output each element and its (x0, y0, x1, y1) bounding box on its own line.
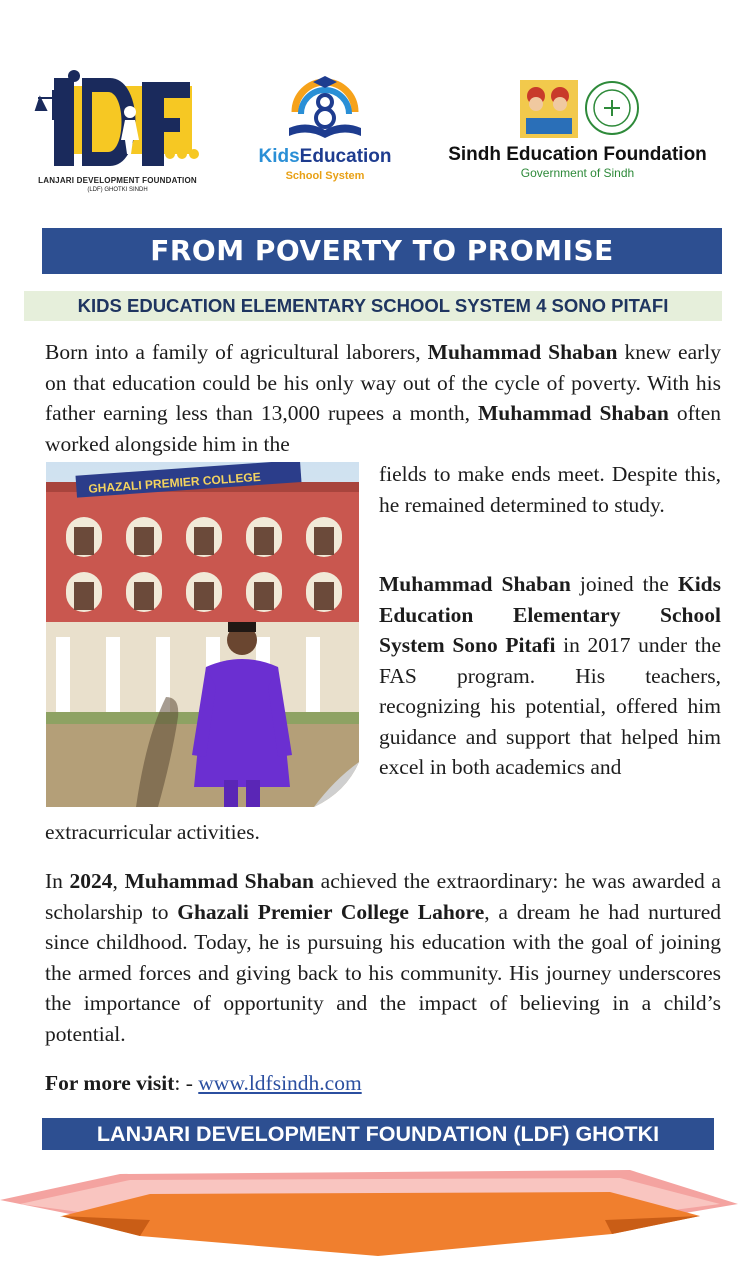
p1-name-2: Muhammad Shaban (477, 401, 669, 425)
ldf-emblem-icon (30, 68, 205, 176)
sef-logo-name: Sindh Education Foundation (448, 144, 707, 165)
p2-text-1: joined the (570, 572, 678, 596)
more-info-line (45, 1068, 362, 1098)
p3-text-1: In (45, 869, 70, 893)
paragraph-1 (45, 337, 721, 459)
p3-name: Muhammad Shaban (124, 869, 315, 893)
page-title: FROM POVERTY TO PROMISE (42, 228, 722, 274)
website-link[interactable]: www.ldfsindh.com (198, 1071, 362, 1095)
student-photo (46, 462, 359, 807)
page-subtitle: KIDS EDUCATION ELEMENTARY SCHOOL SYSTEM 4 SONO PITAFI (24, 291, 722, 321)
paragraph-2-continued: extracurricular activities. (45, 820, 260, 844)
ldf-logo-sub: (LDF) GHOTKI SINDH (87, 187, 148, 193)
p1-text-3: often worked alongside him in the (45, 401, 721, 456)
p1-text-2: knew early on that education could be his only way out of the cycle of poverty. With his father earning less than 13,000 rupees a month, (45, 340, 722, 425)
p3-text-3: achieved the extraordinary: he was awarded a scholarship to (45, 869, 721, 924)
p3-text-2: , (112, 869, 125, 893)
decorative-ribbon (0, 1160, 750, 1270)
ldf-logo (30, 68, 205, 198)
p1-text-1: Born into a family of agricultural laborers, (45, 340, 428, 364)
sef-emblem-icon (440, 78, 715, 140)
more-separator: : - (174, 1071, 199, 1095)
p3-college-name: Ghazali Premier College Lahore (177, 899, 485, 924)
graduation-book-icon (245, 72, 405, 148)
paragraph-1-continued: fields to make ends meet. Despite this, he remained determined to study. (379, 462, 721, 517)
kids-word: Kids (258, 146, 300, 167)
education-word: Education (299, 146, 392, 167)
p1-name-1: Muhammad Shaban (427, 340, 618, 364)
college-photo-illustration (46, 462, 359, 807)
paragraph-3 (45, 866, 721, 1049)
p2-name: Muhammad Shaban (379, 572, 571, 596)
p3-year: 2024 (69, 869, 113, 893)
sef-logo-sub: Government of Sindh (520, 166, 635, 180)
more-label: For more visit (45, 1071, 175, 1095)
p3-text-4: , a dream he had nurtured since childhood. Today, he is pursuing his education with the goal of joining the armed forces and giving back to his community. His journey underscores the importance of opportunity and the impact of believing in a child’s potential. (45, 899, 722, 1046)
kids-education-logo-title (245, 146, 405, 168)
p2-text-2: in 2017 under the FAS program. His teachers, recognizing his potential, offered him guidance and support that helped him excel in both academics and (379, 633, 721, 779)
kids-education-logo (245, 72, 405, 192)
ldf-logo-name: LANJARI DEVELOPMENT FOUNDATION (38, 176, 197, 185)
college-sign: GHAZALI PREMIER COLLEGE (87, 469, 262, 496)
footer-bar: LANJARI DEVELOPMENT FOUNDATION (LDF) GHOTKI (42, 1118, 714, 1150)
sef-logo (440, 78, 715, 188)
p2-school-name: Kids Education Elementary School System Sono Pitafi (379, 572, 721, 657)
kids-education-logo-sub: School System (285, 170, 365, 182)
paragraph-2 (379, 569, 721, 783)
